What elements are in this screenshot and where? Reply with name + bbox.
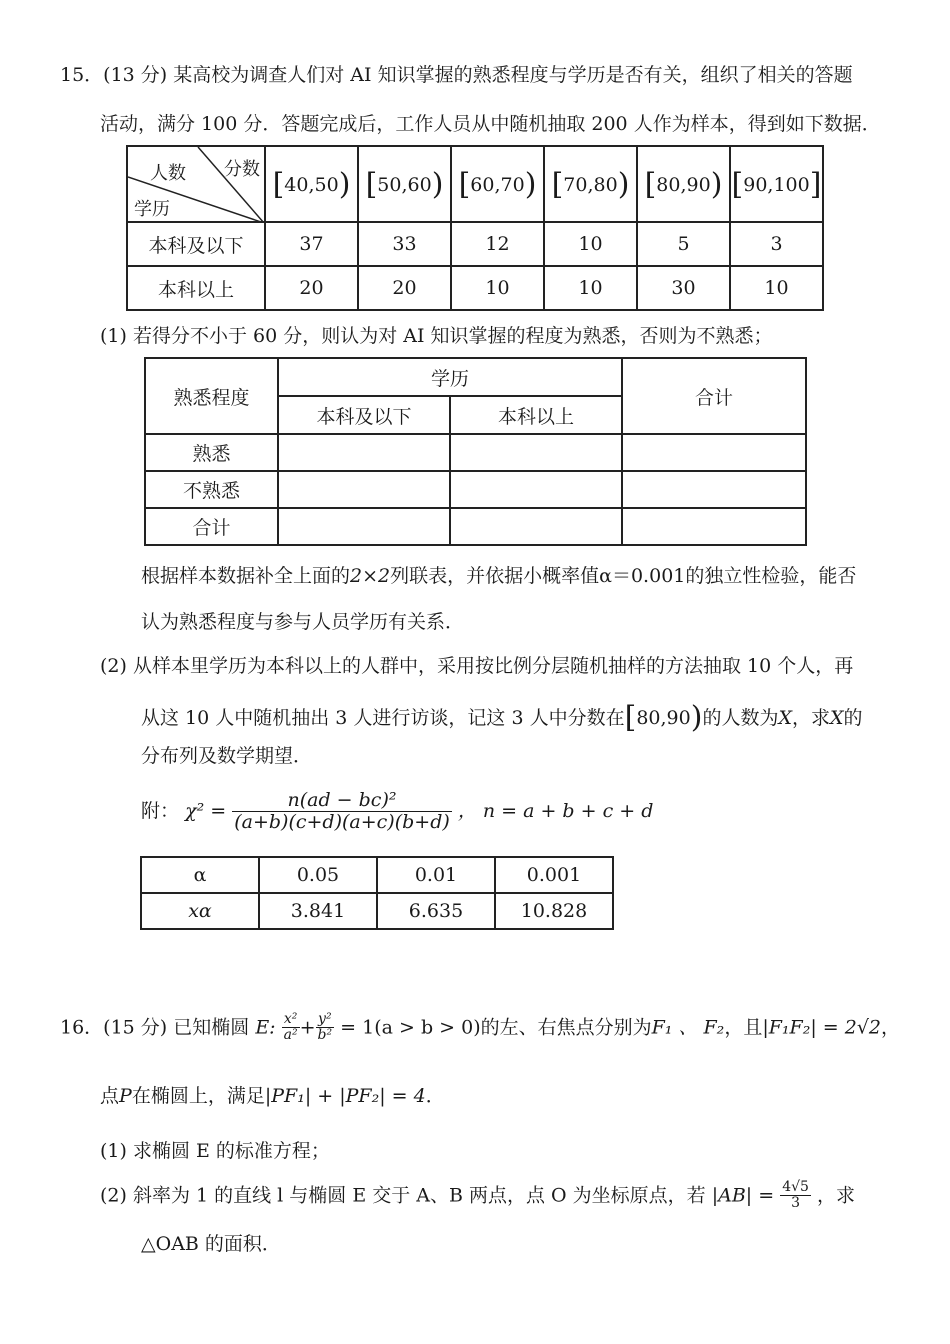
chi-square-fraction: $\frac{\text{n(ad − bc)²}}{(a+b)(c+d)(a+c)(b+d)}$ [234, 789, 450, 833]
table-cell: 3.841 [259, 893, 377, 929]
col-header: [60,70) [451, 146, 544, 222]
table-cell: 0.001 [495, 857, 613, 893]
header-education: 学历 [278, 358, 622, 396]
table-cell: 0.05 [259, 857, 377, 893]
table-cell: 3 [730, 222, 823, 266]
row-label: 不熟悉 [145, 471, 278, 508]
appendix-formula: 附： χ² = $\frac{\text{n(ad − bc)²}}{(a+b)(c+d)(a+c)(b+d)}$ ， n = a + b + c + d [141, 789, 654, 833]
table-cell: 37 [265, 222, 358, 266]
table-row [145, 471, 806, 508]
q15-part2-line2: 从这 10 人中随机抽出 3 人进行访谈，记这 3 人中分数在[80,90)的人数为X，求X的 [141, 700, 863, 735]
row-label: 本科以上 [127, 266, 265, 310]
q15-line2: 活动，满分 100 分．答题完成后，工作人员从中随机抽取 200 人作为样本，得到如下数据． [100, 113, 881, 135]
table-row [127, 266, 823, 310]
table-cell: 6.635 [377, 893, 495, 929]
blank-cell [450, 434, 622, 471]
y-squared-fraction: $\frac{\text{y²}}{\text{b²}}$ [317, 1011, 333, 1044]
x-alpha-label: xα [141, 893, 259, 929]
header-total: 合计 [622, 358, 806, 434]
q15-part1: (1) 若得分不小于 60 分，则认为对 AI 知识掌握的程度为熟悉，否则为不熟悉； [100, 325, 773, 347]
table-cell: 20 [265, 266, 358, 310]
q16-part2-line1: (2) 斜率为 1 的直线 l 与椭圆 E 交于 A、B 两点，点 O 为坐标原点，若 |AB| = $\frac{4√5}{3}$ ，求 [100, 1179, 856, 1212]
table-cell: 10 [544, 266, 637, 310]
blank-cell [622, 508, 806, 545]
x-squared-fraction: $\frac{\text{x²}}{\text{a²}}$ [283, 1011, 298, 1044]
table-cell: 12 [451, 222, 544, 266]
contingency-table [144, 357, 807, 546]
col-header: [80,90) [637, 146, 730, 222]
table-row [145, 508, 806, 545]
col-header: [90,100] [730, 146, 823, 222]
table-row [141, 893, 613, 929]
corner-score: 分数 [224, 159, 260, 180]
q16-line2: 点P在椭圆上，满足|PF₁| + |PF₂| = 4． [100, 1085, 445, 1107]
q16-part1: (1) 求椭圆 E 的标准方程； [100, 1140, 330, 1162]
part1-instruction-line1: 根据样本数据补全上面的2×2列联表，并依据小概率值α＝0.001的独立性检验，能否 [141, 565, 857, 587]
score-table [126, 145, 824, 311]
col-header: [50,60) [358, 146, 451, 222]
table-row [145, 434, 806, 471]
alpha-label: α [141, 857, 259, 893]
table-corner-cell [127, 146, 265, 222]
row-label: 熟悉 [145, 434, 278, 471]
col-header: [70,80) [544, 146, 637, 222]
table-row [141, 857, 613, 893]
q16-line1: 16．(15 分) 已知椭圆 E: $\frac{\text{x²}}{\text{a²}}$ + $\frac{\text{y²}}{\text{b²}}$ = 1(a > b > 0)的左、右焦点分别为F₁ 、 F₂，且|F₁F₂| = 2√2， [60, 1011, 901, 1044]
table-cell: 5 [637, 222, 730, 266]
header-above-bachelor: 本科以上 [450, 396, 622, 434]
row-label: 本科及以下 [127, 222, 265, 266]
q15-part2-line1: (2) 从样本里学历为本科以上的人群中，采用按比例分层随机抽样的方法抽取 10 个人，再 [100, 655, 854, 677]
col-header: [40,50) [265, 146, 358, 222]
table-cell: 0.01 [377, 857, 495, 893]
corner-people: 人数 [150, 163, 186, 184]
q15-part2-line3: 分布列及数学期望． [141, 745, 313, 767]
header-familiarity: 熟悉程度 [145, 358, 278, 434]
header-bachelor-or-below: 本科及以下 [278, 396, 450, 434]
blank-cell [278, 471, 450, 508]
table-cell: 10.828 [495, 893, 613, 929]
table-cell: 30 [637, 266, 730, 310]
critical-values-table [140, 856, 614, 930]
table-cell: 10 [544, 222, 637, 266]
blank-cell [622, 471, 806, 508]
blank-cell [278, 508, 450, 545]
blank-cell [450, 471, 622, 508]
blank-cell [450, 508, 622, 545]
blank-cell [622, 434, 806, 471]
q16-part2-line2: △OAB 的面积． [141, 1233, 281, 1255]
q15-line1: 15．(13 分) 某高校为调查人们对 AI 知识掌握的熟悉程度与学历是否有关，组织了相关的答题 [60, 64, 853, 86]
table-row [127, 222, 823, 266]
table-cell: 10 [451, 266, 544, 310]
table-cell: 10 [730, 266, 823, 310]
table-cell: 20 [358, 266, 451, 310]
blank-cell [278, 434, 450, 471]
corner-education: 学历 [134, 199, 170, 220]
ab-length-fraction: $\frac{4√5}{3}$ [782, 1179, 809, 1212]
part1-instruction-line2: 认为熟悉程度与参与人员学历有关系． [141, 611, 465, 633]
row-label: 合计 [145, 508, 278, 545]
table-cell: 33 [358, 222, 451, 266]
